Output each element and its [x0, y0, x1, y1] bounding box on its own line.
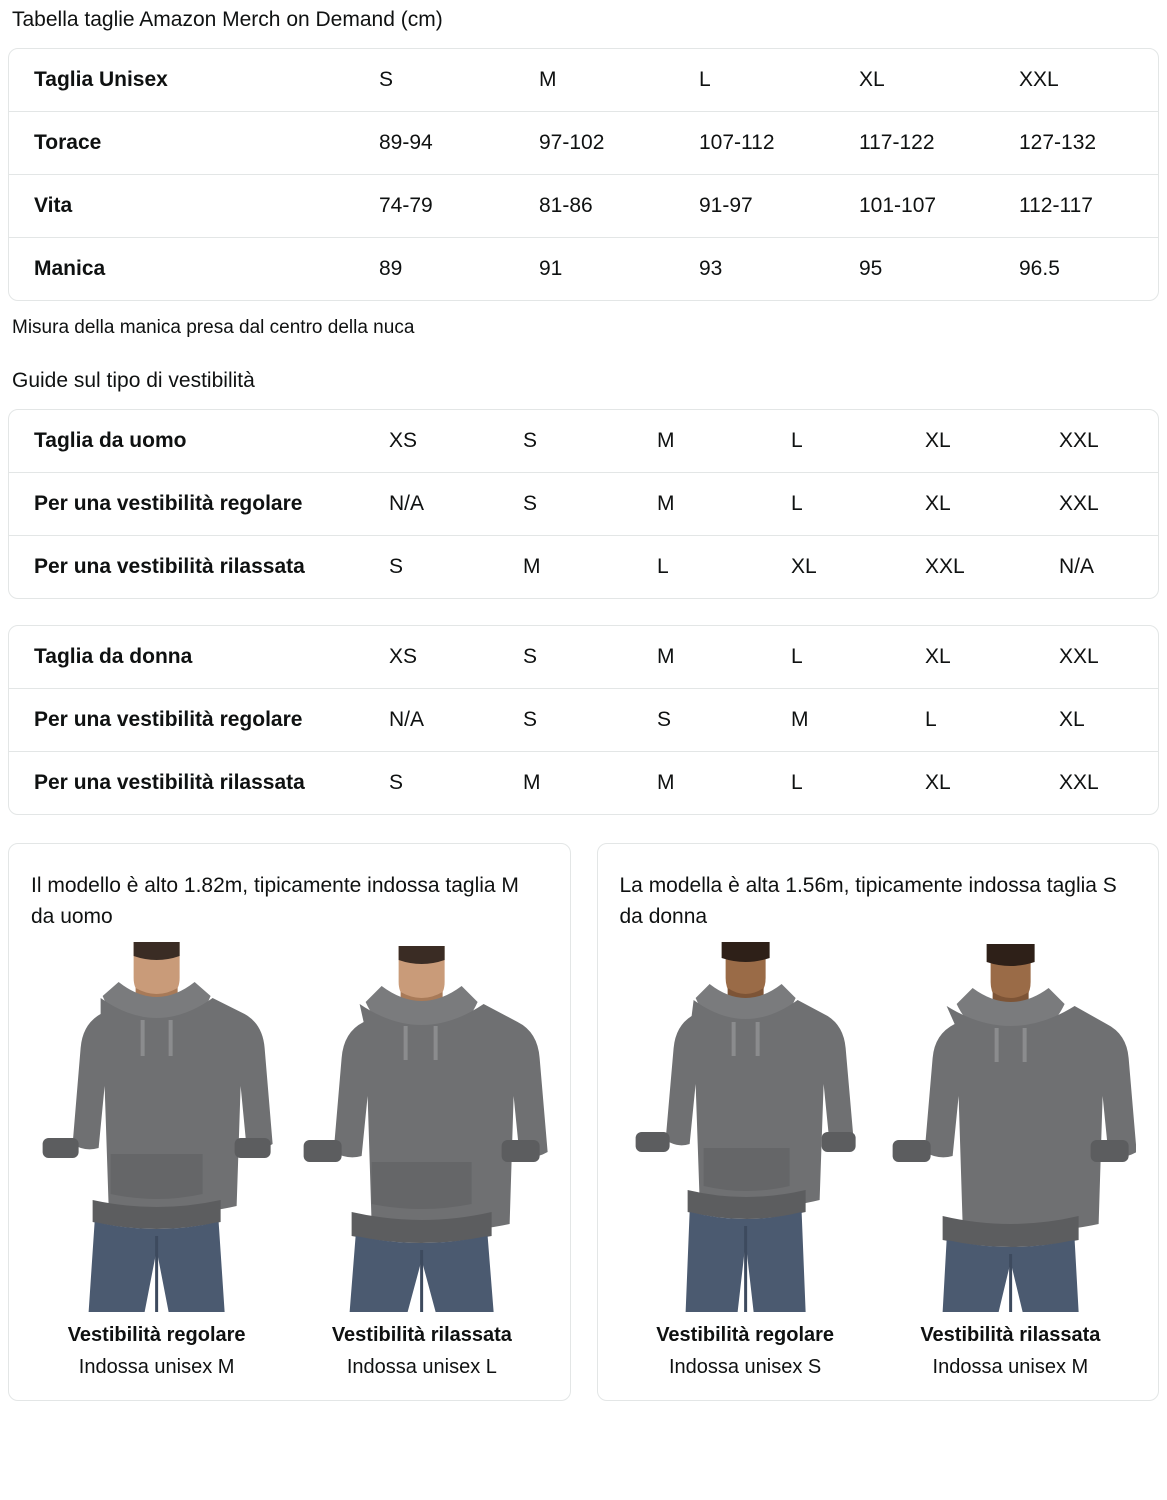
cell: L	[647, 536, 781, 599]
cell: XL	[781, 536, 915, 599]
male-model-caption: Il modello è alto 1.82m, tipicamente indossa taglia M da uomo	[31, 874, 519, 928]
cell: S	[379, 68, 394, 91]
figure-subtitle: Indossa unisex S	[668, 1356, 822, 1378]
cell: N/A	[1049, 536, 1159, 599]
cell: M	[513, 752, 647, 815]
table-row	[9, 238, 1159, 301]
figure-title: Vestibilità regolare	[67, 1324, 246, 1346]
female-model-caption: La modella è alta 1.56m, tipicamente indossa taglia S da donna	[619, 874, 1117, 928]
figure-title: Vestibilità regolare	[656, 1324, 835, 1346]
cell: S	[647, 689, 781, 752]
cell: 74-79	[369, 175, 529, 238]
cell: 91	[529, 238, 689, 301]
cell: L	[791, 429, 803, 452]
table-row	[9, 175, 1159, 238]
page-title: Tabella taglie Amazon Merch on Demand (cm)	[12, 8, 443, 31]
row-label: Per una vestibilità regolare	[9, 689, 379, 752]
cell: 91-97	[689, 175, 849, 238]
cell: XL	[915, 473, 1049, 536]
cell: 127-132	[1009, 112, 1159, 175]
figure-subtitle: Indossa unisex L	[346, 1356, 497, 1378]
table-row	[9, 410, 1159, 473]
cell: 97-102	[529, 112, 689, 175]
female-model-regular-fit-photo	[620, 942, 871, 1312]
cell: L	[915, 689, 1049, 752]
cell: M	[539, 68, 557, 91]
figure-title: Vestibilità rilassata	[920, 1324, 1101, 1346]
fit-guide-title: Guide sul tipo di vestibilità	[12, 369, 255, 392]
figure-subtitle: Indossa unisex M	[78, 1356, 235, 1378]
men-fit-table-card	[8, 409, 1159, 599]
row-label: Torace	[9, 112, 369, 175]
female-model-relaxed-fit-photo	[885, 942, 1136, 1312]
cell: XXL	[1019, 68, 1059, 91]
cell: 89-94	[369, 112, 529, 175]
row-label: Taglia da uomo	[34, 429, 187, 452]
male-model-card	[8, 843, 571, 1401]
row-label: Vita	[9, 175, 369, 238]
cell: 117-122	[849, 112, 1009, 175]
row-label: Taglia Unisex	[34, 68, 168, 91]
cell: 101-107	[849, 175, 1009, 238]
row-label: Manica	[9, 238, 369, 301]
figure-title: Vestibilità rilassata	[331, 1324, 512, 1346]
cell: M	[647, 752, 781, 815]
cell: 107-112	[689, 112, 849, 175]
cell: S	[379, 752, 513, 815]
cell: XXL	[915, 536, 1049, 599]
cell: N/A	[379, 689, 513, 752]
cell: XL	[859, 68, 885, 91]
male-regular-fit-figure	[31, 942, 282, 1380]
female-relaxed-fit-figure	[885, 942, 1136, 1380]
cell: 112-117	[1009, 175, 1159, 238]
cell: S	[379, 536, 513, 599]
men-fit-table	[9, 410, 1159, 598]
cell: XXL	[1059, 645, 1099, 668]
male-model-figures	[31, 942, 548, 1380]
female-model-card	[597, 843, 1160, 1401]
cell: XXL	[1059, 429, 1099, 452]
unisex-size-table-card	[8, 48, 1159, 301]
female-model-figures	[620, 942, 1137, 1380]
figure-subtitle: Indossa unisex M	[932, 1356, 1089, 1378]
row-label: Per una vestibilità regolare	[9, 473, 379, 536]
cell: M	[647, 473, 781, 536]
table-row	[9, 752, 1159, 815]
cell: 89	[369, 238, 529, 301]
male-model-regular-fit-photo	[31, 942, 282, 1312]
model-cards-row	[8, 843, 1159, 1411]
table-row	[9, 112, 1159, 175]
cell: M	[781, 689, 915, 752]
cell: XL	[915, 752, 1049, 815]
cell: M	[657, 645, 675, 668]
women-fit-table-card	[8, 625, 1159, 815]
table-row	[9, 49, 1159, 112]
cell: S	[523, 429, 538, 452]
cell: L	[791, 645, 803, 668]
table-row	[9, 626, 1159, 689]
row-label: Taglia da donna	[34, 645, 193, 668]
cell: S	[523, 645, 538, 668]
sleeve-measurement-note: Misura della manica presa dal centro della nuca	[12, 317, 415, 338]
unisex-size-table	[9, 49, 1159, 300]
women-fit-table	[9, 626, 1159, 814]
cell: 96.5	[1009, 238, 1159, 301]
cell: M	[513, 536, 647, 599]
table-row	[9, 689, 1159, 752]
cell: XS	[389, 429, 418, 452]
female-regular-fit-figure	[620, 942, 871, 1380]
table-row	[9, 536, 1159, 599]
cell: XL	[925, 645, 951, 668]
cell: 95	[849, 238, 1009, 301]
cell: M	[657, 429, 675, 452]
cell: XXL	[1049, 752, 1159, 815]
cell: L	[781, 752, 915, 815]
cell: XL	[925, 429, 951, 452]
cell: L	[781, 473, 915, 536]
cell: 81-86	[529, 175, 689, 238]
male-model-relaxed-fit-photo	[296, 942, 547, 1312]
row-label: Per una vestibilità rilassata	[9, 752, 379, 815]
cell: XXL	[1049, 473, 1159, 536]
cell: S	[513, 473, 647, 536]
row-label: Per una vestibilità rilassata	[9, 536, 379, 599]
cell: 93	[689, 238, 849, 301]
cell: L	[699, 68, 711, 91]
cell: XL	[1049, 689, 1159, 752]
cell: N/A	[379, 473, 513, 536]
table-row	[9, 473, 1159, 536]
male-relaxed-fit-figure	[296, 942, 547, 1380]
cell: S	[513, 689, 647, 752]
cell: XS	[389, 645, 418, 668]
